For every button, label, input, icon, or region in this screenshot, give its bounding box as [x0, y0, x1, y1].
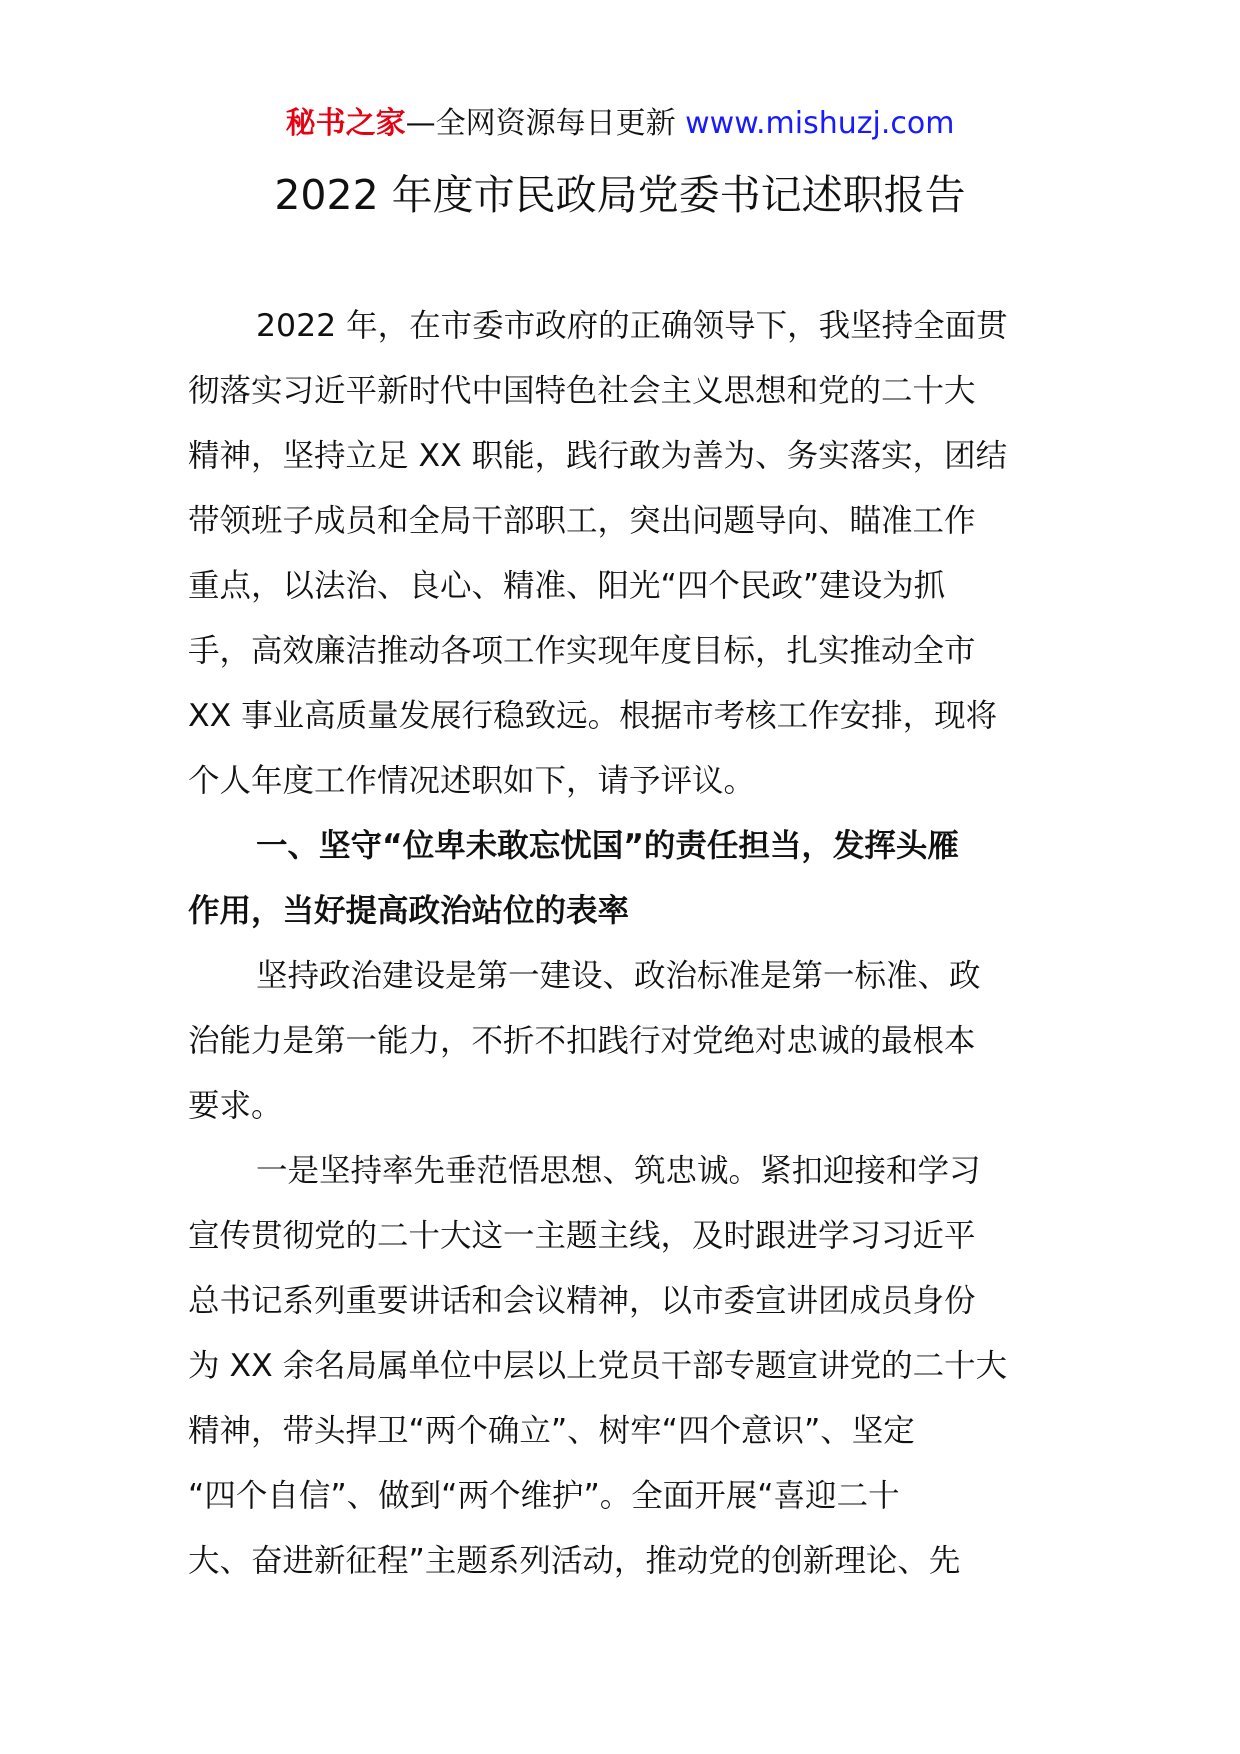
paragraph-first-point	[188, 1139, 1052, 1594]
site-url-link[interactable]: www.mishuzj.com	[685, 106, 955, 141]
heading-line: 一、坚守“位卑未敢忘忧国”的责任担当，发挥头雁	[256, 828, 959, 864]
text-line: 彻落实习近平新时代中国特色社会主义思想和党的二十大	[188, 373, 976, 409]
text-line: 坚持政治建设是第一建设、政治标准是第一标准、政	[256, 958, 981, 994]
text-line: XX 事业高质量发展行稳致远。根据市考核工作安排，现将	[188, 698, 998, 734]
paragraph-political	[188, 944, 1052, 1139]
document-title: 2022 年度市民政局党委书记述职报告	[274, 171, 966, 219]
site-header	[0, 100, 1240, 148]
text-line: 精神，坚持立足 XX 职能，践行敢为善为、务实落实，团结	[188, 438, 1008, 474]
text-line: 个人年度工作情况述职如下，请予评议。	[188, 763, 756, 799]
text-line: 为 XX 余名局属单位中层以上党员干部专题宣讲党的二十大	[188, 1348, 1008, 1384]
text-line: 治能力是第一能力，不折不扣践行对党绝对忠诚的最根本	[188, 1023, 976, 1059]
text-line: 手，高效廉洁推动各项工作实现年度目标，扎实推动全市	[188, 633, 976, 669]
text-line: 要求。	[188, 1088, 283, 1124]
text-line: 大、奋进新征程”主题系列活动，推动党的创新理论、先	[188, 1543, 961, 1579]
document-body	[188, 294, 1052, 1594]
paragraph-intro	[188, 294, 1052, 814]
text-line: 带领班子成员和全局干部职工，突出问题导向、瞄准工作	[188, 503, 976, 539]
text-line: 精神，带头捍卫“两个确立”、树牢“四个意识”、坚定	[188, 1413, 915, 1449]
header-tagline: —全网资源每日更新	[405, 106, 686, 141]
text-line: 总书记系列重要讲话和会议精神，以市委宣讲团成员身份	[188, 1283, 976, 1319]
text-line: 一是坚持率先垂范悟思想、筑忠诚。紧扣迎接和学习	[256, 1153, 981, 1189]
text-line: 宣传贯彻党的二十大这一主题主线，及时跟进学习习近平	[188, 1218, 976, 1254]
section-heading	[188, 814, 1052, 944]
text-line: 2022 年，在市委市政府的正确领导下，我坚持全面贯	[256, 308, 1008, 344]
text-line: 重点，以法治、良心、精准、阳光“四个民政”建设为抓	[188, 568, 946, 604]
heading-line: 作用，当好提高政治站位的表率	[188, 893, 630, 929]
text-line: “四个自信”、做到“两个维护”。全面开展“喜迎二十	[188, 1478, 900, 1514]
brand-name: 秘书之家	[285, 106, 406, 141]
